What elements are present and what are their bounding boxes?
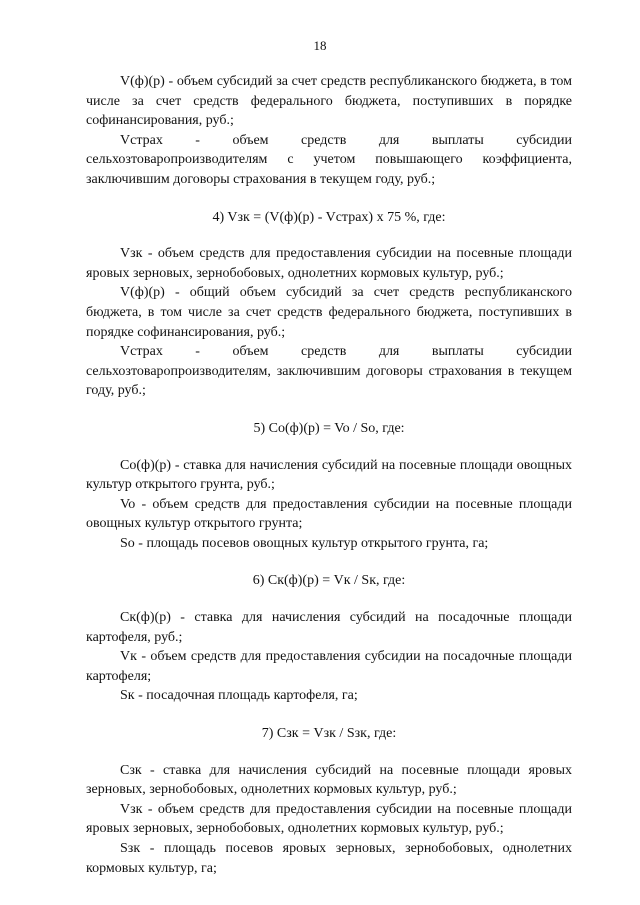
paragraph: V(ф)(р) - общий объем субсидий за счет средств республиканского бюджета, в том числе за счет средств федерального бюджета, поступивших в порядке софинансирования, руб.; — [86, 285, 572, 340]
formula: 7) Сзк = Vзк / Sзк, где: — [261, 726, 397, 742]
paragraph: Sзк - площадь посевов яровых зерновых, зернобобовых, однолетних кормовых культур, га; — [86, 841, 572, 876]
formula: 6) Ск(ф)(р) = Vк / Sк, где: — [252, 573, 406, 589]
paragraph: Vo - объем средств для предоставления субсидии на посевные площади овощных культур открытого грунта; — [86, 496, 572, 532]
paragraph: Sк - посадочная площадь картофеля, га; — [120, 688, 358, 704]
formula: 5) Co(ф)(р) = Vo / So, где: — [253, 420, 405, 436]
paragraph: So - площадь посевов овощных культур открытого грунта, га; — [120, 535, 489, 551]
paragraph: Ск(ф)(р) - ставка для начисления субсидий на посадочные площади картофеля, руб.; — [86, 610, 572, 645]
paragraph: Vстрах - объем средств для выплаты субсидии сельхозтоваропроизводителям, заключившим договоры страхования в текущем году, руб.; — [86, 344, 572, 399]
document-body — [86, 72, 572, 878]
paragraph: Vстрах - объем средств для выплаты субсидии сельхозтоваропроизводителям с учетом повышающего коэффициента, заключившим договоры страхования в текущем году, руб.; — [86, 132, 572, 187]
paragraph: Vк - объем средств для предоставления субсидии на посадочные площади картофеля; — [86, 649, 572, 684]
paragraph: Co(ф)(р) - ставка для начисления субсидий на посевные площади овощных культур открытого грунта, руб.; — [86, 457, 572, 493]
paragraph: Vзк - объем средств для предоставления субсидии на посевные площади яровых зерновых, зернобобовых, однолетних кормовых культур, руб.; — [86, 246, 572, 281]
paragraph: Сзк - ставка для начисления субсидий на посевные площади яровых зерновых, зернобобовых, однолетних кормовых культур, руб.; — [86, 762, 572, 798]
page-number: 18 — [313, 38, 327, 53]
paragraph: V(ф)(р) - объем субсидий за счет средств республиканского бюджета, в том числе за счет средств федерального бюджета, поступивших в порядке софинансирования, руб.; — [86, 74, 572, 129]
formula: 4) Vзк = (V(ф)(р) - Vстрах) x 75 %, где: — [212, 209, 446, 225]
paragraph: Vзк - объем средств для предоставления субсидии на посевные площади яровых зерновых, зернобобовых, однолетних кормовых культур, руб.; — [86, 801, 572, 837]
